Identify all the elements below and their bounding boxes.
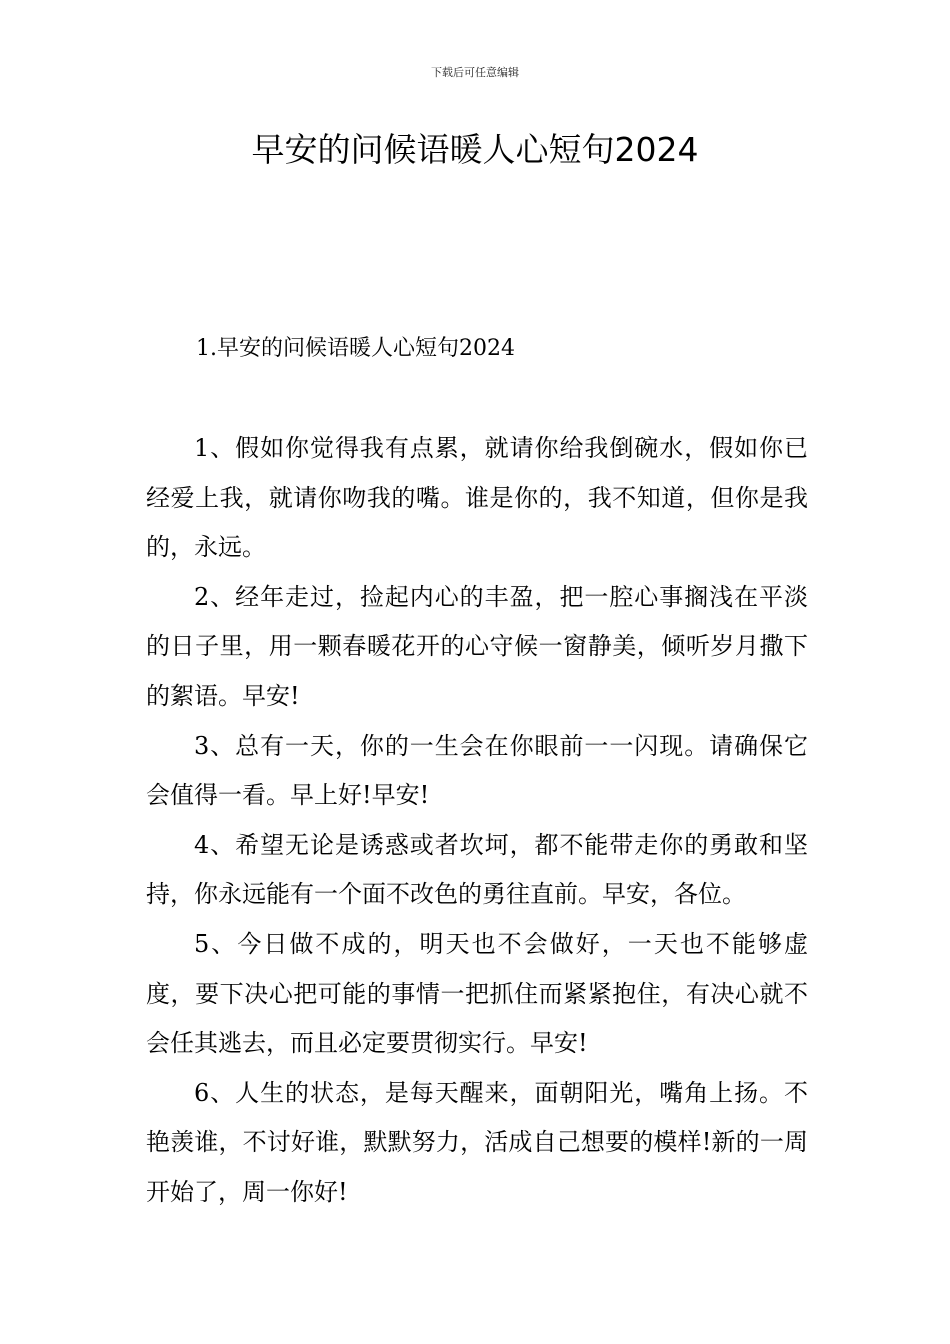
paragraph-3: 3、总有一天，你的一生会在你眼前一一闪现。请确保它会值得一看。早上好!早安! <box>146 731 808 810</box>
header-note: 下载后可任意编辑 <box>431 66 519 79</box>
paragraph-4: 4、希望无论是诱惑或者坎坷，都不能带走你的勇敢和坚持，你永远能有一个面不改色的勇往直前。早安，各位。 <box>146 830 808 909</box>
paragraph-5: 5、今日做不成的，明天也不会做好，一天也不能够虚度，要下决心把可能的事情一把抓住而紧紧抱住，有决心就不会任其逃去，而且必定要贯彻实行。早安! <box>146 929 808 1058</box>
paragraph-1: 1、假如你觉得我有点累，就请你给我倒碗水，假如你已经爱上我，就请你吻我的嘴。谁是你的，我不知道，但你是我的，永远。 <box>146 434 808 562</box>
paragraph-6: 6、人生的状态，是每天醒来，面朝阳光，嘴角上扬。不艳羡谁，不讨好谁，默默努力，活成自己想要的模样!新的一周开始了，周一你好! <box>146 1078 808 1206</box>
document-title: 早安的问候语暖人心短句2024 <box>251 130 699 169</box>
paragraph-2: 2、经年走过，捡起内心的丰盈，把一腔心事搁浅在平淡的日子里，用一颗春暖花开的心守候一窗静美，倾听岁月撒下的絮语。早安! <box>146 582 808 710</box>
body-text <box>146 424 808 1218</box>
section-heading: 1.早安的问候语暖人心短句2024 <box>196 336 515 361</box>
